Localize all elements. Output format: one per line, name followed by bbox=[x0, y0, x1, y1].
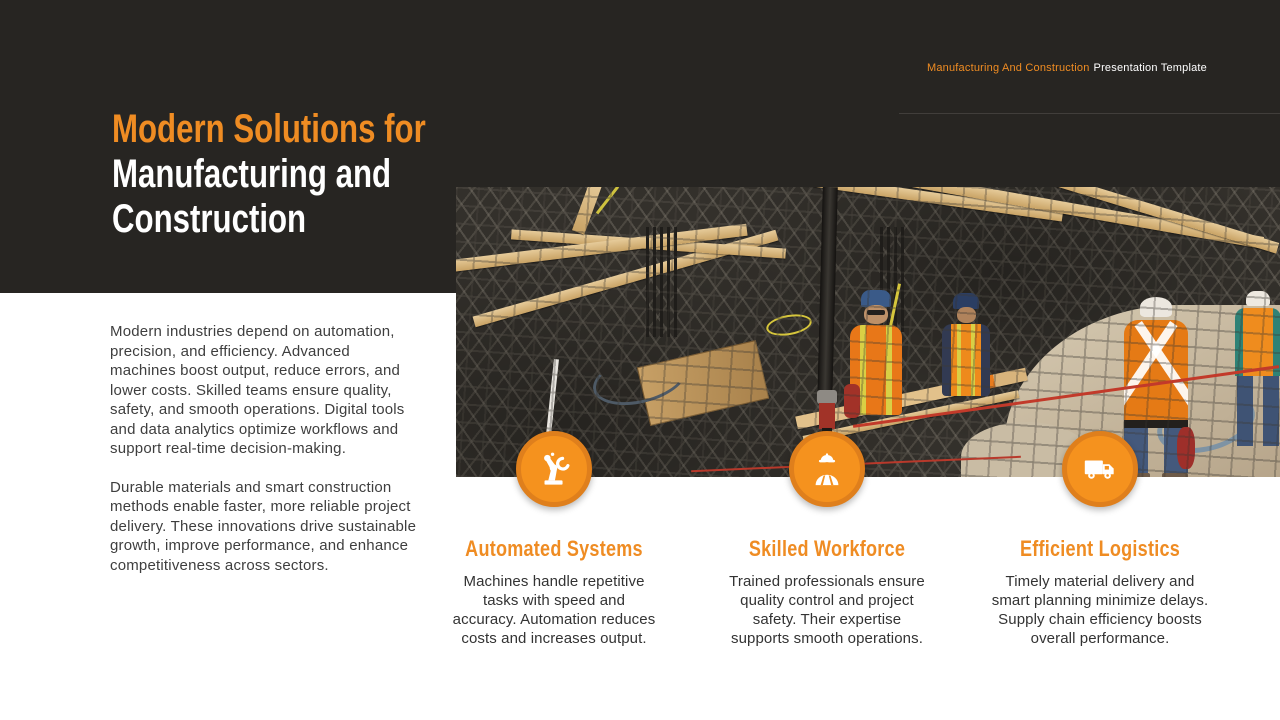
feature-title: Skilled Workforce bbox=[748, 536, 906, 561]
template-caption bbox=[927, 62, 1207, 74]
robot-arm-icon bbox=[535, 450, 573, 488]
slide-title bbox=[112, 107, 426, 242]
feature-icon-circle bbox=[516, 431, 592, 507]
feature-columns bbox=[0, 431, 1280, 661]
intro-paragraph-1: Modern industries depend on automation, precision, and efficiency. Advanced machines boost output, reduce errors, and lower costs. Skilled teams ensure quality, safety, and smooth operations. Digital tools and data analytics optimize workflows and support real-time decision-making. bbox=[110, 323, 405, 457]
feature-description: Trained professionals ensure quality control and project safety. Their expertise supports smooth operations. bbox=[729, 573, 925, 647]
slide-title-line-3: Construction bbox=[112, 197, 307, 241]
template-caption-brand: Manufacturing And Construction bbox=[926, 62, 1090, 74]
feature-description: Timely material delivery and smart planning minimize delays. Supply chain efficiency boosts overall performance. bbox=[991, 573, 1209, 647]
feature-description: Machines handle repetitive tasks with speed and accuracy. Automation reduces costs and increases output. bbox=[452, 573, 656, 647]
feature-title: Efficient Logistics bbox=[1019, 536, 1181, 561]
feature-card-automated-systems bbox=[429, 431, 679, 648]
photo-worker bbox=[850, 290, 902, 415]
photo-pump-hose bbox=[817, 187, 838, 402]
feature-card-efficient-logistics bbox=[975, 431, 1225, 648]
feature-icon-circle bbox=[789, 431, 865, 507]
slide-title-line-2: Manufacturing and bbox=[112, 152, 392, 196]
photo-pump-hose-red-section bbox=[819, 403, 835, 429]
photo-white-pole bbox=[546, 359, 559, 435]
feature-icon-circle bbox=[1062, 431, 1138, 507]
photo-rebar-rods bbox=[646, 227, 681, 337]
photo-yellow-wire bbox=[765, 311, 814, 339]
feature-card-skilled-workforce bbox=[702, 431, 952, 648]
template-caption-suffix: Presentation Template bbox=[1093, 62, 1207, 74]
intro-paragraph-2: Durable materials and smart construction methods enable faster, more reliable project delivery. These innovations drive sustainable growth, improve performance, and enhance competitiveness across sectors. bbox=[110, 478, 417, 574]
construction-worker-icon bbox=[808, 450, 846, 488]
feature-title: Automated Systems bbox=[465, 536, 643, 561]
slide-title-line-1: Modern Solutions for bbox=[112, 107, 426, 151]
photo-pump-hose-coupler bbox=[817, 390, 837, 404]
photo-worker bbox=[942, 293, 990, 396]
delivery-truck-icon bbox=[1081, 450, 1119, 488]
header-divider-line bbox=[899, 113, 1280, 114]
